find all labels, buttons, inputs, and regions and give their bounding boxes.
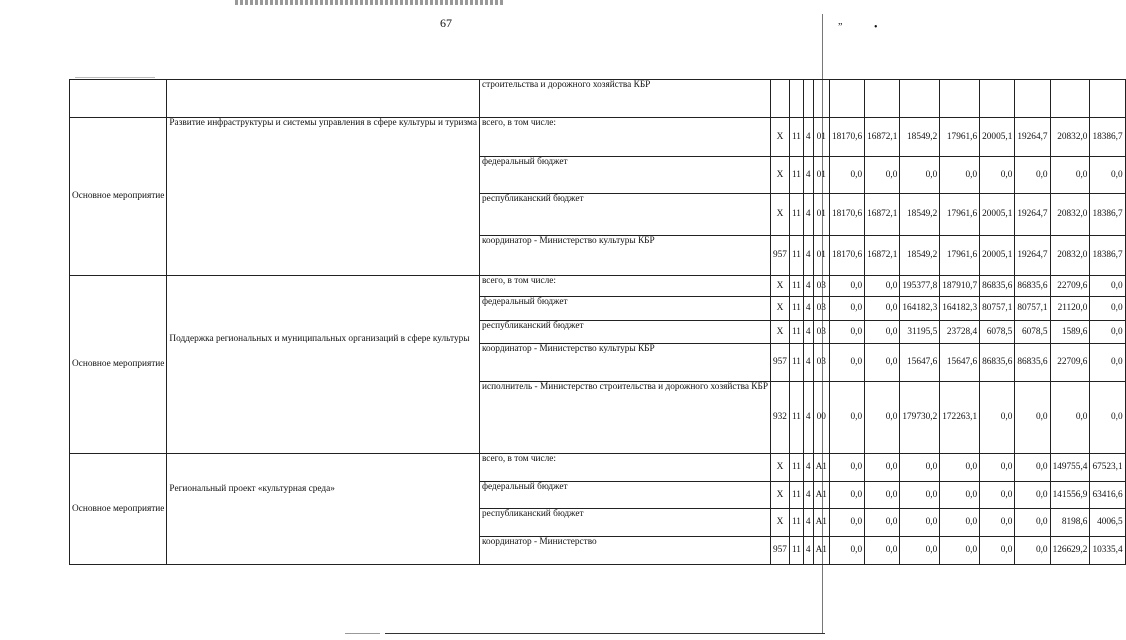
value-cell: X: [771, 194, 790, 236]
value-cell: 0,0: [829, 454, 864, 482]
value-cell: 86835,6: [980, 344, 1015, 382]
type-cell: Основное мероприятие: [70, 118, 167, 276]
value-cell: 0,0: [1090, 382, 1125, 454]
value-cell: 0,0: [940, 157, 980, 194]
value-cell: 4: [803, 344, 813, 382]
scan-artifact-top: [235, 0, 505, 5]
value-cell: 18386,7: [1090, 118, 1125, 157]
value-cell: 0,0: [980, 509, 1015, 537]
value-cell: 01: [813, 194, 829, 236]
value-cell: 179730,2: [900, 382, 940, 454]
value-cell: 19264,7: [1015, 236, 1050, 276]
value-cell: X: [771, 321, 790, 344]
value-cell: 0,0: [900, 157, 940, 194]
value-cell: 0,0: [940, 454, 980, 482]
value-cell: 18170,6: [829, 236, 864, 276]
value-cell: 01: [813, 157, 829, 194]
value-cell: 0,0: [1015, 509, 1050, 537]
value-cell: 149755,4: [1050, 454, 1090, 482]
table-row: [70, 454, 1126, 482]
value-cell: 21120,0: [1050, 297, 1090, 321]
value-cell: 0,0: [865, 537, 900, 565]
value-cell: 67523,1: [1090, 454, 1125, 482]
value-cell: 11: [789, 482, 803, 509]
budget-table: [69, 79, 1126, 565]
name-cell: Развитие инфраструктуры и системы управления в сфере культуры и туризма: [167, 118, 480, 276]
source-cell: координатор - Министерство культуры КБР: [479, 344, 770, 382]
scan-artifact-mark: ”: [838, 22, 843, 33]
value-cell: 11: [789, 276, 803, 297]
value-cell: 0,0: [1015, 157, 1050, 194]
value-cell: 22709,6: [1050, 276, 1090, 297]
value-cell: 0,0: [900, 509, 940, 537]
value-cell: X: [771, 297, 790, 321]
value-cell: [900, 80, 940, 118]
value-cell: 17961,6: [940, 118, 980, 157]
table-row: [70, 80, 1126, 118]
value-cell: 187910,7: [940, 276, 980, 297]
value-cell: 4: [803, 454, 813, 482]
value-cell: 172263,1: [940, 382, 980, 454]
value-cell: 15647,6: [900, 344, 940, 382]
page-number: 67: [440, 16, 452, 30]
value-cell: 00: [813, 382, 829, 454]
value-cell: 4: [803, 482, 813, 509]
value-cell: 86835,6: [980, 276, 1015, 297]
name-cell: Региональный проект «культурная среда»: [167, 454, 480, 565]
value-cell: 0,0: [829, 344, 864, 382]
value-cell: 0,0: [865, 454, 900, 482]
value-cell: 0,0: [980, 537, 1015, 565]
value-cell: 0,0: [829, 157, 864, 194]
value-cell: 0,0: [980, 454, 1015, 482]
value-cell: 0,0: [1090, 321, 1125, 344]
value-cell: 16872,1: [865, 236, 900, 276]
value-cell: 0,0: [1015, 482, 1050, 509]
value-cell: [980, 80, 1015, 118]
value-cell: 18549,2: [900, 236, 940, 276]
value-cell: 86835,6: [1015, 344, 1050, 382]
value-cell: 11: [789, 194, 803, 236]
value-cell: 15647,6: [940, 344, 980, 382]
value-cell: [940, 80, 980, 118]
source-cell: координатор - Министерство культуры КБР: [479, 236, 770, 276]
value-cell: [1050, 80, 1090, 118]
value-cell: 0,0: [865, 276, 900, 297]
value-cell: 164182,3: [900, 297, 940, 321]
value-cell: 126629,2: [1050, 537, 1090, 565]
value-cell: 20005,1: [980, 194, 1015, 236]
scan-artifact-line: [385, 633, 825, 634]
value-cell: 01: [813, 118, 829, 157]
value-cell: 18170,6: [829, 118, 864, 157]
value-cell: 03: [813, 297, 829, 321]
value-cell: 0,0: [900, 537, 940, 565]
value-cell: 03: [813, 344, 829, 382]
value-cell: 0,0: [865, 382, 900, 454]
source-cell: федеральный бюджет: [479, 297, 770, 321]
value-cell: 80757,1: [980, 297, 1015, 321]
value-cell: 0,0: [1050, 382, 1090, 454]
value-cell: 957: [771, 537, 790, 565]
value-cell: 6078,5: [980, 321, 1015, 344]
value-cell: 23728,4: [940, 321, 980, 344]
value-cell: 141556,9: [1050, 482, 1090, 509]
value-cell: [865, 80, 900, 118]
value-cell: 11: [789, 454, 803, 482]
value-cell: 0,0: [980, 382, 1015, 454]
value-cell: 164182,3: [940, 297, 980, 321]
value-cell: 4: [803, 194, 813, 236]
value-cell: [803, 80, 813, 118]
value-cell: 10335,4: [1090, 537, 1125, 565]
table-row: [70, 276, 1126, 297]
value-cell: 4: [803, 382, 813, 454]
value-cell: 0,0: [865, 344, 900, 382]
value-cell: 0,0: [829, 509, 864, 537]
value-cell: 20005,1: [980, 236, 1015, 276]
value-cell: 0,0: [1015, 537, 1050, 565]
value-cell: 20832,0: [1050, 236, 1090, 276]
value-cell: 6078,5: [1015, 321, 1050, 344]
scan-artifact-line: [345, 633, 380, 634]
value-cell: 11: [789, 236, 803, 276]
name-cell: [167, 80, 480, 118]
value-cell: 19264,7: [1015, 118, 1050, 157]
value-cell: 0,0: [829, 382, 864, 454]
value-cell: 932: [771, 382, 790, 454]
value-cell: 0,0: [1050, 157, 1090, 194]
value-cell: 11: [789, 157, 803, 194]
value-cell: 20005,1: [980, 118, 1015, 157]
scan-artifact-line: [75, 77, 155, 78]
type-cell: Основное мероприятие: [70, 454, 167, 565]
value-cell: 11: [789, 537, 803, 565]
value-cell: 4: [803, 297, 813, 321]
value-cell: 86835,6: [1015, 276, 1050, 297]
value-cell: 01: [813, 236, 829, 276]
value-cell: 4: [803, 157, 813, 194]
name-cell: Поддержка региональных и муниципальных организаций в сфере культуры: [167, 276, 480, 454]
value-cell: 4006,5: [1090, 509, 1125, 537]
value-cell: [789, 80, 803, 118]
value-cell: 17961,6: [940, 236, 980, 276]
value-cell: 63416,6: [1090, 482, 1125, 509]
value-cell: 18386,7: [1090, 194, 1125, 236]
source-cell: республиканский бюджет: [479, 321, 770, 344]
value-cell: 16872,1: [865, 118, 900, 157]
value-cell: A1: [813, 537, 829, 565]
value-cell: 0,0: [1090, 297, 1125, 321]
value-cell: 0,0: [940, 509, 980, 537]
value-cell: A1: [813, 454, 829, 482]
value-cell: 18170,6: [829, 194, 864, 236]
value-cell: 11: [789, 118, 803, 157]
value-cell: 31195,5: [900, 321, 940, 344]
value-cell: 11: [789, 344, 803, 382]
source-cell: федеральный бюджет: [479, 482, 770, 509]
value-cell: X: [771, 482, 790, 509]
value-cell: 4: [803, 537, 813, 565]
value-cell: 03: [813, 321, 829, 344]
value-cell: [771, 80, 790, 118]
value-cell: 0,0: [865, 482, 900, 509]
value-cell: 0,0: [1090, 157, 1125, 194]
table-row: [70, 118, 1126, 157]
value-cell: 0,0: [829, 321, 864, 344]
value-cell: 4: [803, 509, 813, 537]
value-cell: X: [771, 118, 790, 157]
value-cell: 0,0: [940, 537, 980, 565]
value-cell: 1589,6: [1050, 321, 1090, 344]
source-cell: республиканский бюджет: [479, 194, 770, 236]
value-cell: 957: [771, 344, 790, 382]
value-cell: 0,0: [980, 157, 1015, 194]
value-cell: 0,0: [1015, 382, 1050, 454]
value-cell: 195377,8: [900, 276, 940, 297]
source-cell: всего, в том числе:: [479, 276, 770, 297]
source-cell: республиканский бюджет: [479, 509, 770, 537]
value-cell: X: [771, 454, 790, 482]
value-cell: 0,0: [1015, 454, 1050, 482]
value-cell: 11: [789, 382, 803, 454]
value-cell: 20832,0: [1050, 118, 1090, 157]
value-cell: 11: [789, 297, 803, 321]
value-cell: 0,0: [865, 321, 900, 344]
value-cell: 0,0: [865, 297, 900, 321]
value-cell: 18549,2: [900, 118, 940, 157]
value-cell: 0,0: [900, 482, 940, 509]
value-cell: 17961,6: [940, 194, 980, 236]
value-cell: 0,0: [1090, 344, 1125, 382]
value-cell: 80757,1: [1015, 297, 1050, 321]
value-cell: 0,0: [829, 537, 864, 565]
value-cell: 0,0: [829, 297, 864, 321]
value-cell: 03: [813, 276, 829, 297]
value-cell: 22709,6: [1050, 344, 1090, 382]
value-cell: [1090, 80, 1125, 118]
value-cell: 4: [803, 276, 813, 297]
value-cell: 0,0: [829, 482, 864, 509]
value-cell: 4: [803, 321, 813, 344]
value-cell: 11: [789, 321, 803, 344]
value-cell: 4: [803, 236, 813, 276]
source-cell: исполнитель - Министерство строительства и дорожного хозяйства КБР: [479, 382, 770, 454]
value-cell: 0,0: [980, 482, 1015, 509]
value-cell: 0,0: [1090, 276, 1125, 297]
value-cell: [813, 80, 829, 118]
value-cell: X: [771, 509, 790, 537]
value-cell: 20832,0: [1050, 194, 1090, 236]
scan-artifact-mark: •: [874, 22, 878, 33]
value-cell: 957: [771, 236, 790, 276]
value-cell: [1015, 80, 1050, 118]
value-cell: 19264,7: [1015, 194, 1050, 236]
type-cell: Основное мероприятие: [70, 276, 167, 454]
source-cell: координатор - Министерство: [479, 537, 770, 565]
value-cell: [829, 80, 864, 118]
value-cell: 0,0: [829, 276, 864, 297]
value-cell: 4: [803, 118, 813, 157]
value-cell: 11: [789, 509, 803, 537]
value-cell: X: [771, 276, 790, 297]
value-cell: 0,0: [940, 482, 980, 509]
type-cell: [70, 80, 167, 118]
source-cell: всего, в том числе:: [479, 454, 770, 482]
source-cell: федеральный бюджет: [479, 157, 770, 194]
value-cell: 16872,1: [865, 194, 900, 236]
value-cell: X: [771, 157, 790, 194]
value-cell: A1: [813, 482, 829, 509]
source-cell: всего, в том числе:: [479, 118, 770, 157]
value-cell: A1: [813, 509, 829, 537]
value-cell: 0,0: [900, 454, 940, 482]
value-cell: 18549,2: [900, 194, 940, 236]
value-cell: 0,0: [865, 157, 900, 194]
value-cell: 18386,7: [1090, 236, 1125, 276]
source-cell: строительства и дорожного хозяйства КБР: [479, 80, 770, 118]
value-cell: 0,0: [865, 509, 900, 537]
value-cell: 8198,6: [1050, 509, 1090, 537]
